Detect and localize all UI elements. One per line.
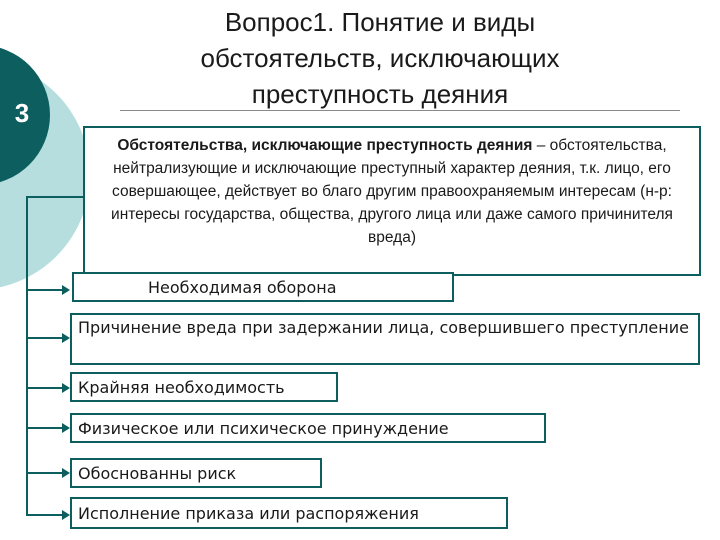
tree-branch-3 <box>26 387 64 389</box>
list-item-coercion: Физическое или психическое принуждение <box>70 413 546 443</box>
list-item-necessary-defense: Необходимая оборона <box>72 272 454 302</box>
list-item-justified-risk: Обоснованны риск <box>70 458 322 488</box>
arrow-5 <box>62 468 70 478</box>
tree-branch-5 <box>26 472 64 474</box>
list-item-extreme-necessity: Крайняя необходимость <box>70 372 338 402</box>
title-line-1: Вопрос1. Понятие и виды <box>224 7 536 37</box>
arrow-2 <box>62 333 70 343</box>
list-item-execution-of-order: Исполнение приказа или распоряжения <box>70 497 508 529</box>
tree-branch-2 <box>26 337 64 339</box>
slide-number: 3 <box>14 98 30 128</box>
arrow-3 <box>62 383 70 393</box>
arrow-6 <box>62 510 70 520</box>
arrow-1 <box>62 285 70 295</box>
tree-branch-1 <box>26 289 64 291</box>
list-item-harm-during-detention: Причинение вреда при задержании лица, совершившего преступление <box>70 313 700 365</box>
definition-body: – обстоятельства, нейтрализующие и исключающие преступный характер деяния, т.к. лицо, его совершающее, действует во благо другим правоохраняемым интересам (н-р: интересы государства, общества, другого лица или даже самого причинителя вреда) <box>111 137 673 246</box>
title-divider <box>120 110 680 111</box>
definition-term: Обстоятельства, исключающие преступность деяния <box>117 137 533 154</box>
definition-text <box>96 134 688 272</box>
tree-branch-4 <box>26 427 64 429</box>
tree-branch-6 <box>26 514 64 516</box>
page-title <box>120 4 640 112</box>
title-line-2: обстоятельств, исключающих <box>200 43 560 73</box>
title-line-3: преступность деяния <box>251 79 509 109</box>
arrow-4 <box>62 423 70 433</box>
tree-vertical-line <box>26 196 28 516</box>
tree-branch-top <box>26 196 84 198</box>
